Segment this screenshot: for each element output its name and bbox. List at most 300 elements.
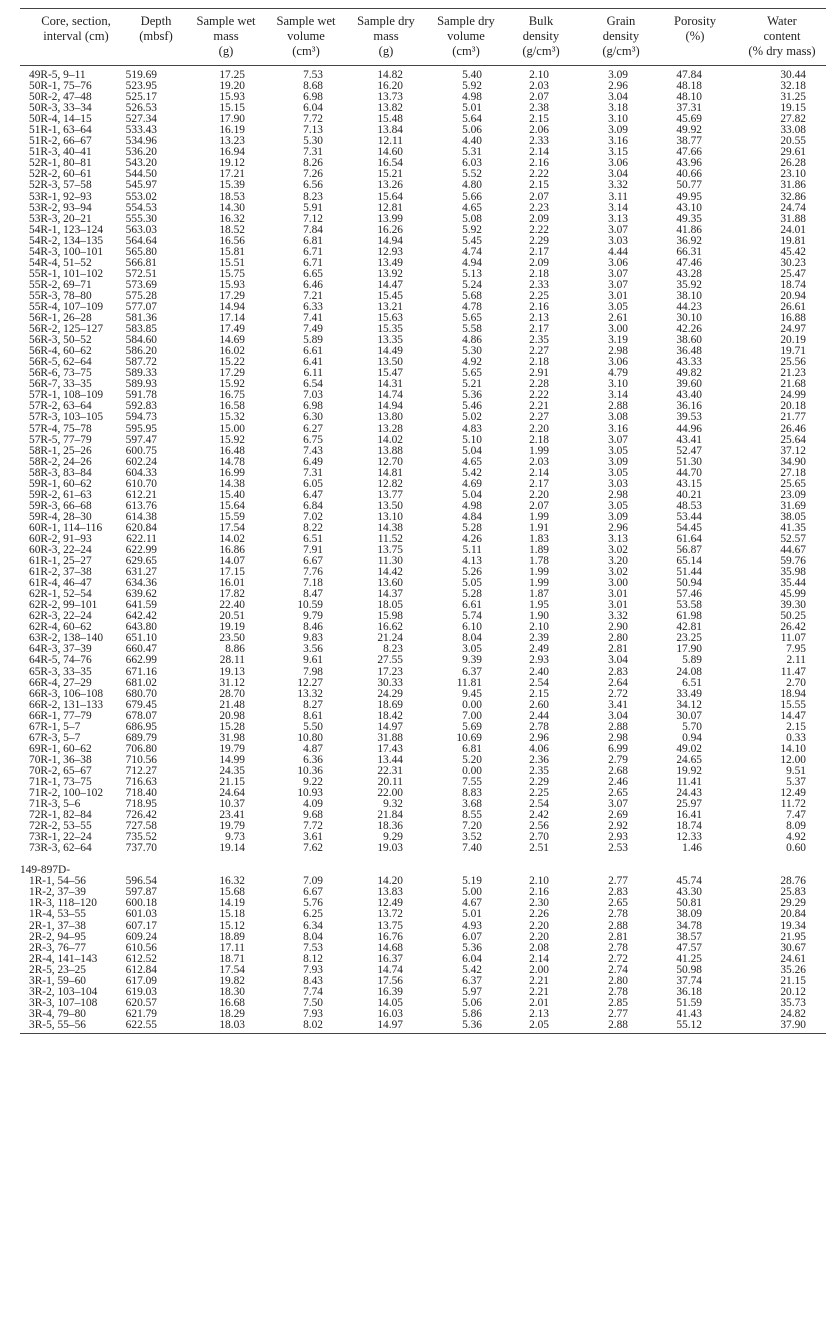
cell-bulk-density: 2.33: [529, 135, 549, 148]
cell-dry-volume: 5.74: [462, 610, 482, 623]
cell-wet-mass: 13.23: [219, 135, 245, 148]
cell-depth: 639.62: [125, 588, 157, 601]
cell-grain-density: 2.61: [608, 312, 628, 325]
cell-dry-mass: 14.42: [377, 566, 403, 579]
cell-dry-mass: 13.26: [377, 179, 403, 192]
cell-bulk-density: 2.22: [529, 168, 549, 181]
col-header-wet-mass: Sample wet mass (g): [196, 14, 256, 58]
cell-water-content: 24.01: [780, 223, 806, 236]
cell-dry-volume: 3.52: [462, 831, 482, 844]
cell-wet-volume: 4.87: [303, 742, 323, 755]
cell-depth: 600.18: [125, 897, 157, 910]
cell-dry-volume: 5.68: [462, 289, 482, 302]
cell-wet-mass: 15.15: [219, 102, 245, 115]
cell-wet-mass: 18.53: [219, 190, 245, 203]
cell-water-content: 0.33: [786, 731, 806, 744]
cell-core: 57R-4, 75–78: [29, 422, 92, 435]
cell-porosity: 43.96: [676, 157, 702, 170]
cell-bulk-density: 2.01: [529, 996, 549, 1009]
cell-grain-density: 3.15: [608, 146, 628, 159]
cell-dry-mass: 17.43: [377, 742, 403, 755]
cell-porosity: 43.10: [676, 201, 702, 214]
cell-wet-mass: 16.99: [219, 466, 245, 479]
cell-water-content: 31.88: [780, 212, 806, 225]
cell-dry-mass: 16.39: [377, 985, 403, 998]
cell-bulk-density: 2.35: [529, 334, 549, 347]
cell-wet-volume: 8.47: [303, 588, 323, 601]
cell-bulk-density: 2.13: [529, 1007, 549, 1020]
cell-dry-mass: 14.20: [377, 875, 403, 888]
cell-dry-volume: 5.36: [462, 389, 482, 402]
cell-water-content: 21.77: [780, 411, 806, 424]
cell-dry-volume: 3.05: [462, 643, 482, 656]
cell-bulk-density: 2.56: [529, 820, 549, 833]
cell-water-content: 20.19: [780, 334, 806, 347]
cell-core: 55R-2, 69–71: [29, 278, 92, 291]
cell-bulk-density: 2.29: [529, 776, 549, 788]
table-row: [20, 214, 826, 225]
cell-core: 57R-2, 63–64: [29, 400, 92, 413]
cell-grain-density: 3.01: [608, 588, 628, 601]
cell-wet-volume: 6.71: [303, 245, 323, 258]
cell-grain-density: 3.08: [608, 411, 628, 424]
cell-bulk-density: 2.10: [529, 875, 549, 888]
cell-water-content: 24.82: [780, 1007, 806, 1020]
cell-depth: 712.27: [125, 764, 157, 777]
cell-dry-volume: 5.05: [462, 577, 482, 590]
cell-wet-volume: 10.80: [297, 731, 323, 744]
cell-dry-mass: 12.82: [377, 477, 403, 490]
cell-dry-mass: 14.02: [377, 433, 403, 446]
cell-bulk-density: 2.27: [529, 411, 549, 424]
cell-depth: 534.96: [125, 135, 157, 148]
cell-water-content: 15.55: [780, 698, 806, 711]
cell-wet-volume: 7.21: [303, 289, 323, 302]
cell-grain-density: 3.05: [608, 466, 628, 479]
cell-depth: 641.59: [125, 599, 157, 612]
cell-wet-mass: 18.89: [219, 930, 245, 943]
cell-dry-mass: 8.23: [383, 643, 403, 656]
cell-depth: 595.95: [125, 422, 157, 435]
cell-wet-mass: 15.93: [219, 278, 245, 291]
cell-dry-mass: 20.11: [377, 776, 403, 788]
cell-water-content: 38.05: [780, 510, 806, 523]
cell-wet-mass: 15.40: [219, 488, 245, 501]
cell-dry-mass: 17.23: [377, 665, 403, 678]
cell-dry-volume: 4.65: [462, 201, 482, 214]
cell-porosity: 38.57: [676, 930, 702, 943]
table-row: [20, 424, 826, 435]
cell-wet-volume: 10.36: [297, 764, 323, 777]
cell-wet-mass: 16.58: [219, 400, 245, 413]
cell-dry-mass: 12.11: [377, 135, 403, 148]
cell-dry-mass: 15.48: [377, 113, 403, 126]
cell-wet-volume: 6.56: [303, 179, 323, 192]
table-row: [20, 435, 826, 446]
cell-bulk-density: 2.93: [529, 654, 549, 667]
cell-wet-volume: 8.23: [303, 190, 323, 203]
cell-dry-mass: 13.50: [377, 499, 403, 512]
cell-core: 2R-5, 23–25: [29, 963, 86, 976]
cell-bulk-density: 2.15: [529, 179, 549, 192]
cell-dry-volume: 6.07: [462, 930, 482, 943]
cell-grain-density: 3.32: [608, 610, 628, 623]
cell-grain-density: 2.78: [608, 908, 628, 921]
cell-water-content: 23.09: [780, 488, 806, 501]
cell-wet-mass: 17.54: [219, 521, 245, 534]
cell-wet-volume: 7.02: [303, 510, 323, 523]
cell-water-content: 21.23: [780, 367, 806, 380]
cell-porosity: 38.09: [676, 908, 702, 921]
cell-dry-mass: 9.32: [383, 798, 403, 811]
cell-bulk-density: 2.15: [529, 113, 549, 126]
cell-wet-mass: 15.12: [219, 919, 245, 932]
cell-water-content: 18.74: [780, 278, 806, 291]
cell-depth: 726.42: [125, 809, 157, 822]
cell-wet-mass: 17.21: [219, 168, 245, 181]
cell-porosity: 48.53: [676, 499, 702, 512]
bottom-rule: [20, 1033, 826, 1034]
cell-core: 55R-3, 78–80: [29, 289, 92, 302]
cell-dry-volume: 4.67: [462, 897, 482, 910]
cell-water-content: 2.70: [786, 676, 806, 689]
cell-core: 53R-2, 93–94: [29, 201, 92, 214]
cell-dry-mass: 15.63: [377, 312, 403, 325]
cell-grain-density: 3.07: [608, 798, 628, 811]
cell-porosity: 50.81: [676, 897, 702, 910]
cell-bulk-density: 2.17: [529, 323, 549, 336]
cell-depth: 584.60: [125, 334, 157, 347]
cell-dry-mass: 19.03: [377, 842, 403, 855]
cell-depth: 620.57: [125, 996, 157, 1009]
cell-wet-volume: 6.36: [303, 753, 323, 766]
col-header-depth: Depth (mbsf): [139, 14, 173, 43]
cell-wet-mass: 20.51: [219, 610, 245, 623]
col-header-dry-mass: Sample dry mass (g): [357, 14, 415, 58]
cell-wet-mass: 17.11: [219, 941, 245, 954]
cell-dry-volume: 5.02: [462, 411, 482, 424]
cell-dry-volume: 7.55: [462, 776, 482, 788]
cell-water-content: 11.47: [780, 665, 806, 678]
cell-core: 51R-3, 40–41: [29, 146, 92, 159]
cell-porosity: 53.44: [676, 510, 702, 523]
cell-core: 67R-1, 5–7: [29, 720, 81, 733]
cell-porosity: 55.12: [676, 1018, 702, 1031]
cell-wet-volume: 7.76: [303, 566, 323, 579]
cell-depth: 544.50: [125, 168, 157, 181]
table-header: [20, 8, 826, 66]
cell-wet-mass: 15.92: [219, 433, 245, 446]
cell-core: 57R-5, 77–79: [29, 433, 92, 446]
cell-water-content: 24.97: [780, 323, 806, 336]
cell-grain-density: 3.02: [608, 544, 628, 557]
cell-wet-mass: 16.56: [219, 234, 245, 247]
cell-wet-volume: 8.22: [303, 521, 323, 534]
cell-dry-volume: 5.20: [462, 753, 482, 766]
cell-bulk-density: 2.25: [529, 787, 549, 800]
cell-dry-mass: 14.97: [377, 1018, 403, 1031]
cell-dry-volume: 4.93: [462, 919, 482, 932]
cell-water-content: 45.99: [780, 588, 806, 601]
col-header-water-content: Water content (% dry mass): [748, 14, 816, 58]
cell-dry-volume: 5.00: [462, 886, 482, 899]
cell-dry-volume: 5.31: [462, 146, 482, 159]
table-row: [20, 1020, 826, 1031]
cell-water-content: 52.57: [780, 532, 806, 545]
cell-wet-mass: 15.51: [219, 256, 245, 269]
cell-wet-volume: 7.50: [303, 996, 323, 1009]
cell-water-content: 7.95: [786, 643, 806, 656]
cell-wet-mass: 15.18: [219, 908, 245, 921]
cell-core: 66R-2, 131–133: [29, 698, 104, 711]
cell-wet-volume: 8.43: [303, 974, 323, 987]
cell-core: 60R-2, 91–93: [29, 532, 92, 545]
cell-wet-mass: 15.68: [219, 886, 245, 899]
cell-dry-mass: 13.10: [377, 510, 403, 523]
cell-wet-mass: 19.79: [219, 820, 245, 833]
cell-bulk-density: 2.91: [529, 367, 549, 380]
cell-wet-volume: 7.18: [303, 577, 323, 590]
cell-porosity: 38.77: [676, 135, 702, 148]
cell-dry-mass: 18.05: [377, 599, 403, 612]
cell-depth: 591.78: [125, 389, 157, 402]
cell-water-content: 44.67: [780, 544, 806, 557]
cell-grain-density: 3.16: [608, 135, 628, 148]
cell-dry-volume: 5.04: [462, 444, 482, 457]
table-row: [20, 943, 826, 954]
cell-dry-volume: 5.86: [462, 1007, 482, 1020]
cell-dry-volume: 4.13: [462, 555, 482, 568]
cell-dry-volume: 5.01: [462, 908, 482, 921]
cell-dry-volume: 5.40: [462, 69, 482, 81]
cell-wet-volume: 3.61: [303, 831, 323, 844]
cell-water-content: 19.71: [780, 345, 806, 358]
cell-water-content: 30.67: [780, 941, 806, 954]
cell-bulk-density: 2.27: [529, 345, 549, 358]
cell-bulk-density: 2.05: [529, 1018, 549, 1031]
cell-wet-volume: 6.67: [303, 886, 323, 899]
cell-core: 72R-2, 53–55: [29, 820, 92, 833]
cell-core: 56R-3, 50–52: [29, 334, 92, 347]
cell-grain-density: 2.65: [608, 897, 628, 910]
cell-porosity: 42.81: [676, 621, 702, 634]
cell-porosity: 11.41: [676, 776, 702, 788]
cell-grain-density: 2.88: [608, 919, 628, 932]
cell-wet-mass: 16.19: [219, 124, 245, 137]
col-header-bulk-density: Bulk density (g/cm³): [522, 14, 560, 58]
cell-depth: 660.47: [125, 643, 157, 656]
cell-grain-density: 3.09: [608, 124, 628, 137]
cell-porosity: 54.45: [676, 521, 702, 534]
cell-wet-mass: 15.28: [219, 720, 245, 733]
cell-porosity: 24.08: [676, 665, 702, 678]
cell-porosity: 23.25: [676, 632, 702, 645]
cell-grain-density: 2.80: [608, 974, 628, 987]
cell-water-content: 19.81: [780, 234, 806, 247]
cell-bulk-density: 2.38: [529, 102, 549, 115]
cell-wet-mass: 22.40: [219, 599, 245, 612]
cell-bulk-density: 2.22: [529, 223, 549, 236]
cell-depth: 523.95: [125, 80, 157, 93]
cell-dry-mass: 13.73: [377, 91, 403, 104]
cell-grain-density: 3.32: [608, 179, 628, 192]
cell-dry-volume: 5.92: [462, 80, 482, 93]
cell-bulk-density: 2.20: [529, 422, 549, 435]
cell-bulk-density: 2.09: [529, 256, 549, 269]
cell-core: 66R-3, 106–108: [29, 687, 104, 700]
cell-bulk-density: 2.44: [529, 709, 549, 722]
cell-dry-volume: 7.20: [462, 820, 482, 833]
cell-grain-density: 2.69: [608, 809, 628, 822]
cell-depth: 586.20: [125, 345, 157, 358]
cell-dry-volume: 4.86: [462, 334, 482, 347]
cell-porosity: 42.26: [676, 323, 702, 336]
cell-depth: 651.10: [125, 632, 157, 645]
cell-dry-mass: 13.75: [377, 919, 403, 932]
cell-grain-density: 3.02: [608, 566, 628, 579]
cell-grain-density: 3.09: [608, 510, 628, 523]
cell-core: 56R-6, 73–75: [29, 367, 92, 380]
cell-depth: 642.42: [125, 610, 157, 623]
cell-wet-volume: 8.68: [303, 80, 323, 93]
cell-dry-volume: 3.68: [462, 798, 482, 811]
cell-wet-mass: 18.71: [219, 952, 245, 965]
cell-wet-mass: 17.25: [219, 69, 245, 81]
cell-porosity: 41.43: [676, 1007, 702, 1020]
cell-porosity: 65.14: [676, 555, 702, 568]
cell-dry-mass: 18.36: [377, 820, 403, 833]
cell-bulk-density: 1.99: [529, 510, 549, 523]
cell-wet-volume: 7.93: [303, 963, 323, 976]
cell-depth: 581.36: [125, 312, 157, 325]
cell-dry-volume: 4.98: [462, 91, 482, 104]
cell-water-content: 25.64: [780, 433, 806, 446]
cell-bulk-density: 2.10: [529, 621, 549, 634]
cell-dry-volume: 4.94: [462, 256, 482, 269]
cell-wet-volume: 7.72: [303, 113, 323, 126]
cell-porosity: 50.77: [676, 179, 702, 192]
cell-core: 65R-3, 33–35: [29, 665, 92, 678]
cell-bulk-density: 1.87: [529, 588, 549, 601]
cell-water-content: 35.44: [780, 577, 806, 590]
cell-dry-mass: 14.05: [377, 996, 403, 1009]
cell-water-content: 21.95: [780, 930, 806, 943]
cell-porosity: 38.10: [676, 289, 702, 302]
cell-dry-volume: 4.80: [462, 179, 482, 192]
cell-depth: 612.84: [125, 963, 157, 976]
cell-core: 58R-3, 83–84: [29, 466, 92, 479]
cell-wet-volume: 5.30: [303, 135, 323, 148]
cell-dry-volume: 5.52: [462, 168, 482, 181]
cell-bulk-density: 2.20: [529, 919, 549, 932]
cell-core: 57R-1, 108–109: [29, 389, 104, 402]
cell-wet-mass: 31.98: [219, 731, 245, 744]
cell-water-content: 21.15: [780, 974, 806, 987]
cell-wet-mass: 24.64: [219, 787, 245, 800]
cell-grain-density: 2.96: [608, 80, 628, 93]
cell-wet-volume: 6.30: [303, 411, 323, 424]
cell-water-content: 30.23: [780, 256, 806, 269]
cell-wet-volume: 6.84: [303, 499, 323, 512]
cell-dry-volume: 7.00: [462, 709, 482, 722]
cell-depth: 587.72: [125, 356, 157, 369]
cell-water-content: 2.11: [786, 654, 806, 667]
table-row: [20, 446, 826, 457]
cell-wet-mass: 17.54: [219, 963, 245, 976]
cell-wet-volume: 6.04: [303, 102, 323, 115]
cell-water-content: 5.37: [786, 776, 806, 788]
cell-porosity: 24.43: [676, 787, 702, 800]
cell-porosity: 39.60: [676, 378, 702, 391]
cell-core: 50R-1, 75–76: [29, 80, 92, 93]
cell-water-content: 32.86: [780, 190, 806, 203]
cell-wet-volume: 8.12: [303, 952, 323, 965]
cell-bulk-density: 2.20: [529, 930, 549, 943]
cell-core: 71R-1, 73–75: [29, 776, 92, 788]
cell-core: 53R-1, 92–93: [29, 190, 92, 203]
cell-water-content: 35.98: [780, 566, 806, 579]
cell-porosity: 40.21: [676, 488, 702, 501]
cell-depth: 710.56: [125, 753, 157, 766]
cell-grain-density: 2.68: [608, 764, 628, 777]
cell-water-content: 16.88: [780, 312, 806, 325]
cell-wet-volume: 7.43: [303, 444, 323, 457]
cell-core: 62R-4, 60–62: [29, 621, 92, 634]
cell-dry-mass: 13.49: [377, 256, 403, 269]
cell-core: 58R-1, 25–26: [29, 444, 92, 457]
cell-water-content: 2.15: [786, 720, 806, 733]
cell-bulk-density: 1.99: [529, 444, 549, 457]
cell-grain-density: 3.04: [608, 91, 628, 104]
cell-dry-mass: 31.88: [377, 731, 403, 744]
cell-grain-density: 2.72: [608, 687, 628, 700]
cell-bulk-density: 2.54: [529, 676, 549, 689]
cell-porosity: 48.10: [676, 91, 702, 104]
cell-dry-volume: 5.28: [462, 588, 482, 601]
cell-bulk-density: 2.23: [529, 201, 549, 214]
cell-grain-density: 2.81: [608, 930, 628, 943]
cell-core: 2R-3, 76–77: [29, 941, 86, 954]
cell-bulk-density: 2.40: [529, 665, 549, 678]
cell-core: 51R-1, 63–64: [29, 124, 92, 137]
cell-wet-volume: 6.34: [303, 919, 323, 932]
cell-grain-density: 3.00: [608, 323, 628, 336]
cell-depth: 617.09: [125, 974, 157, 987]
cell-dry-mass: 16.26: [377, 223, 403, 236]
cell-depth: 612.52: [125, 952, 157, 965]
cell-core: 50R-4, 14–15: [29, 113, 92, 126]
cell-wet-mass: 17.14: [219, 312, 245, 325]
cell-dry-volume: 10.69: [456, 731, 482, 744]
cell-dry-mass: 15.98: [377, 610, 403, 623]
cell-dry-mass: 17.56: [377, 974, 403, 987]
cell-water-content: 8.09: [786, 820, 806, 833]
cell-bulk-density: 2.18: [529, 356, 549, 369]
cell-depth: 622.99: [125, 544, 157, 557]
cell-dry-volume: 5.66: [462, 190, 482, 203]
cell-bulk-density: 2.14: [529, 466, 549, 479]
cell-depth: 575.28: [125, 289, 157, 302]
cell-core: 71R-2, 100–102: [29, 787, 104, 800]
cell-water-content: 27.82: [780, 113, 806, 126]
cell-bulk-density: 2.03: [529, 455, 549, 468]
cell-wet-volume: 8.04: [303, 930, 323, 943]
cell-dry-volume: 6.10: [462, 621, 482, 634]
cell-porosity: 61.98: [676, 610, 702, 623]
cell-depth: 602.24: [125, 455, 157, 468]
cell-porosity: 48.18: [676, 80, 702, 93]
cell-grain-density: 2.78: [608, 985, 628, 998]
